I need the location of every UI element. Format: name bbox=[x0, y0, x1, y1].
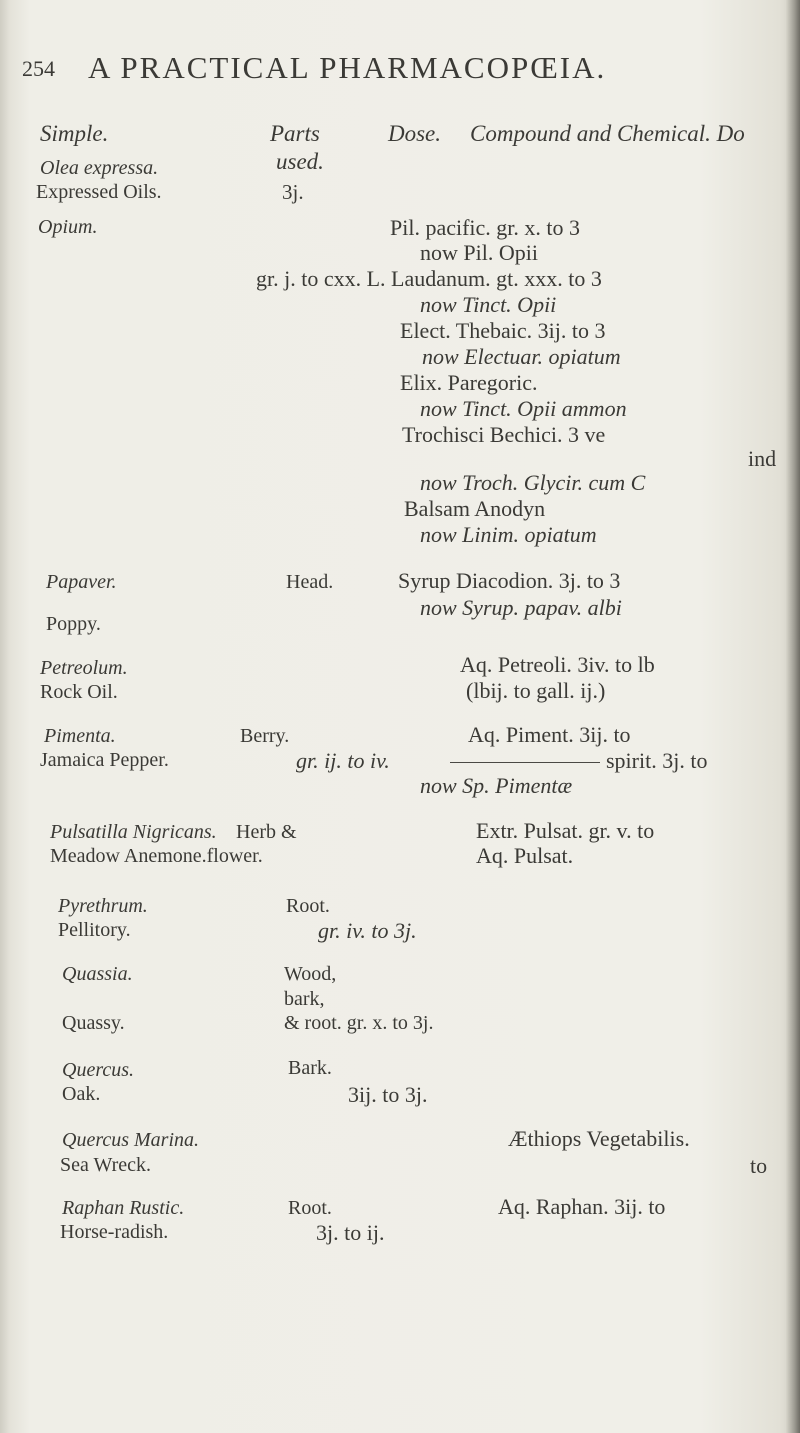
entry-pulsatilla-latin: Pulsatilla Nigricans. bbox=[50, 821, 217, 843]
opium-line: now Tinct. Opii ammon bbox=[420, 396, 627, 421]
quercus-marina-line: Æthiops Vegetabilis. bbox=[508, 1126, 690, 1151]
opium-line: gr. j. to cxx. L. Laudanum. gt. xxx. to 3 bbox=[256, 266, 602, 291]
entry-quercus-part: Bark. bbox=[288, 1057, 332, 1079]
entry-quassia-english: Quassy. bbox=[62, 1012, 125, 1034]
entry-olea-english: Expressed Oils. bbox=[36, 181, 162, 203]
opium-line: now Troch. Glycir. cum C bbox=[420, 470, 646, 495]
page-right-edge bbox=[786, 0, 800, 1433]
entry-pyrethrum-part: Root. bbox=[286, 895, 330, 917]
opium-line: now Linim. opiatum bbox=[420, 522, 597, 547]
opium-line: Pil. pacific. gr. x. to 3 bbox=[390, 215, 581, 240]
entry-quercus-dose: 3ij. to 3j. bbox=[348, 1082, 428, 1107]
entry-quassia-latin: Quassia. bbox=[62, 963, 133, 985]
entry-quercus-latin: Quercus. bbox=[62, 1059, 135, 1081]
entry-quassia-part: Wood, bbox=[284, 963, 337, 985]
entry-quassia-part: bark, bbox=[284, 988, 325, 1010]
entry-papaver-part: Head. bbox=[286, 571, 334, 593]
entry-pimenta-dose: gr. ij. to iv. bbox=[296, 748, 390, 773]
entry-pyrethrum-latin: Pyrethrum. bbox=[58, 895, 148, 917]
column-heading-parts-used: used. bbox=[276, 149, 324, 174]
entry-petreolum-latin: Petreolum. bbox=[40, 657, 128, 679]
column-heading-parts: Parts bbox=[270, 121, 320, 146]
entry-pimenta-part: Berry. bbox=[240, 725, 290, 747]
entry-olea-latin: Olea expressa. bbox=[40, 157, 159, 179]
entry-pyrethrum-dose: gr. iv. to 3j. bbox=[318, 918, 417, 943]
column-heading-simple: Simple. bbox=[40, 121, 109, 146]
opium-line: Balsam Anodyn bbox=[404, 496, 546, 521]
entry-pulsatilla-english: Meadow Anemone.flower. bbox=[50, 845, 263, 867]
entry-raphanus-compound: Aq. Raphan. 3ij. to bbox=[498, 1194, 666, 1219]
column-heading-dose: Dose. bbox=[388, 121, 442, 146]
petreolum-line: (lbij. to gall. ij.) bbox=[466, 678, 606, 703]
entry-raphanus-english: Horse-radish. bbox=[60, 1221, 169, 1243]
entry-pulsatilla-part: Herb & bbox=[236, 821, 297, 843]
papaver-line: now Syrup. papav. albi bbox=[420, 595, 622, 620]
opium-line: Elix. Paregoric. bbox=[400, 370, 538, 395]
opium-line: ind bbox=[748, 446, 777, 471]
petreolum-line: Aq. Petreoli. 3iv. to lb bbox=[460, 652, 655, 677]
pimenta-line: Aq. Piment. 3ij. to bbox=[468, 722, 631, 747]
ditto-rule bbox=[450, 762, 600, 763]
entry-quassia-root-dose: & root. gr. x. to 3j. bbox=[284, 1012, 434, 1034]
entry-papaver-english: Poppy. bbox=[46, 613, 101, 635]
page-number: 254 bbox=[22, 56, 55, 81]
opium-line: now Pil. Opii bbox=[420, 240, 538, 265]
opium-line: Trochisci Bechici. 3 ve bbox=[402, 422, 606, 447]
opium-line: now Electuar. opiatum bbox=[422, 344, 621, 369]
entry-pimenta-english: Jamaica Pepper. bbox=[40, 749, 169, 771]
opium-line: Elect. Thebaic. 3ij. to 3 bbox=[400, 318, 606, 343]
entry-quercus-marina-latin: Quercus Marina. bbox=[62, 1129, 200, 1151]
quercus-marina-line: to bbox=[750, 1153, 768, 1178]
entry-papaver-latin: Papaver. bbox=[46, 571, 117, 593]
pimenta-line: spirit. 3j. to bbox=[606, 748, 708, 773]
page-title: A PRACTICAL PHARMACOPŒIA. bbox=[88, 50, 607, 85]
papaver-line: Syrup Diacodion. 3j. to 3 bbox=[398, 568, 621, 593]
entry-quercus-english: Oak. bbox=[62, 1083, 101, 1105]
page-left-edge bbox=[0, 0, 10, 1433]
entry-petreolum-english: Rock Oil. bbox=[40, 681, 118, 703]
entry-raphanus-dose: 3j. to ij. bbox=[316, 1220, 385, 1245]
entry-opium-latin: Opium. bbox=[38, 216, 98, 238]
pimenta-line: now Sp. Pimentæ bbox=[420, 773, 573, 798]
opium-line: now Tinct. Opii bbox=[420, 292, 557, 317]
entry-pyrethrum-english: Pellitory. bbox=[58, 919, 131, 941]
pulsatilla-line: Extr. Pulsat. gr. v. to bbox=[476, 818, 655, 843]
entry-olea-dose: 3j. bbox=[282, 180, 304, 204]
entry-raphanus-latin: Raphan Rustic. bbox=[62, 1197, 185, 1219]
column-heading-compound: Compound and Chemical. Do bbox=[470, 121, 745, 146]
pulsatilla-line: Aq. Pulsat. bbox=[476, 843, 574, 868]
entry-raphanus-part: Root. bbox=[288, 1197, 332, 1219]
entry-quercus-marina-english: Sea Wreck. bbox=[60, 1154, 152, 1176]
entry-pimenta-latin: Pimenta. bbox=[44, 725, 116, 747]
